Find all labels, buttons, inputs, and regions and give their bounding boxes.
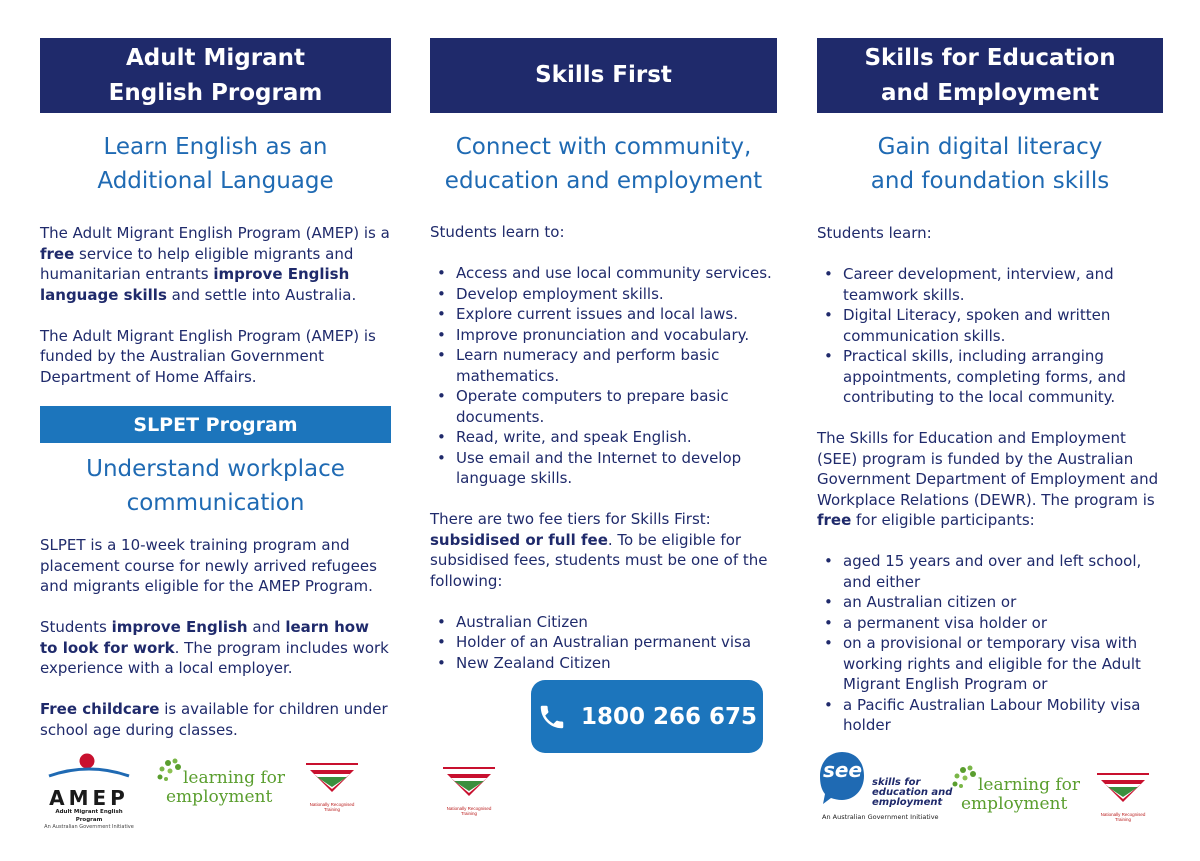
amep-subtitle: Learn English as an Additional Language bbox=[97, 134, 334, 194]
learning-for-employment-logo-left bbox=[156, 757, 286, 817]
text-run: for eligible participants: bbox=[851, 511, 1035, 529]
list-item: • a permanent visa holder or bbox=[843, 613, 1163, 634]
emphasis-text: free bbox=[40, 244, 75, 263]
skills-first-subtitle: Connect with community, education and employment bbox=[444, 134, 763, 194]
lfe-line2: employment bbox=[166, 787, 273, 807]
skills-first-eligibility-list bbox=[430, 612, 777, 674]
phone-number-button[interactable] bbox=[531, 680, 763, 753]
phone-number: 1800 266 675 bbox=[580, 703, 758, 730]
see-subtitle: Gain digital literacy and foundation skills bbox=[870, 134, 1110, 194]
list-item: • Australian Citizen bbox=[456, 612, 777, 633]
emphasis-text: Free childcare bbox=[40, 700, 160, 718]
see-line3: employment bbox=[872, 797, 943, 808]
nrt-caption-line1: Nationally Recognised bbox=[309, 802, 355, 807]
see-header: Skills for Education and Employment bbox=[817, 38, 1163, 113]
list-item: • Improve pronunciation and vocabulary. bbox=[456, 325, 777, 346]
amep-logo bbox=[44, 752, 134, 830]
emphasis-text: learn how to look for work bbox=[40, 618, 369, 657]
list-item: • New Zealand Citizen bbox=[456, 653, 777, 674]
slpet-header: SLPET Program bbox=[40, 406, 391, 443]
list-item: • Develop employment skills. bbox=[456, 284, 777, 305]
list-item: • an Australian citizen or bbox=[843, 592, 1163, 613]
list-item: • aged 15 years and over and left school, and either bbox=[843, 551, 1163, 592]
skills-first-fees-paragraph bbox=[430, 509, 777, 591]
list-item: • Career development, interview, and teamwork skills. bbox=[843, 264, 1163, 305]
text-run: . To be eligible for subsidised fees, students must be one of the following: bbox=[430, 530, 768, 590]
list-item: • Practical skills, including arranging appointments, completing forms, and contributing to the local community. bbox=[843, 346, 1163, 408]
see-column bbox=[817, 38, 1163, 736]
nrt-logo-right bbox=[1095, 768, 1151, 828]
nrt-caption-line2: Training bbox=[1114, 817, 1132, 822]
see-logo bbox=[820, 750, 953, 825]
see-line1: skills for bbox=[872, 777, 921, 788]
leaf-icon bbox=[156, 757, 186, 789]
lfe-line2: employment bbox=[961, 794, 1068, 814]
amep-funding-paragraph: The Adult Migrant English Program (AMEP) is funded by the Australian Government Department of Home Affairs. bbox=[40, 326, 376, 386]
amep-government-line: An Australian Government Initiative bbox=[44, 824, 134, 830]
text-run: . The program includes work experience with a local employer. bbox=[40, 638, 389, 677]
skills-first-intro: Students learn to: bbox=[430, 223, 565, 241]
see-intro: Students learn: bbox=[817, 224, 932, 242]
nrt-caption-line2: Training bbox=[323, 807, 341, 812]
list-item: • Holder of an Australian permanent visa bbox=[456, 632, 777, 653]
list-item: • Read, write, and speak English. bbox=[456, 427, 777, 448]
text-run: and settle into Australia. bbox=[166, 285, 357, 304]
slpet-description: SLPET is a 10-week training program and placement course for newly arrived refugees and migrants eligible for the AMEP Program. bbox=[40, 536, 377, 595]
list-item: • Access and use local community services. bbox=[456, 263, 777, 284]
emphasis-text: improve English bbox=[111, 618, 248, 636]
nrt-caption-line1: Nationally Recognised bbox=[446, 806, 492, 811]
slpet-subtitle: Understand workplace communication bbox=[86, 456, 345, 516]
text-run: and bbox=[247, 618, 286, 636]
lfe-line1: learning for bbox=[978, 775, 1081, 795]
text-run: is available for children under school age during classes. bbox=[40, 700, 388, 739]
text-run: Students bbox=[40, 618, 112, 636]
amep-wordmark: AMEP bbox=[49, 786, 129, 810]
list-item: • Learn numeracy and perform basic mathematics. bbox=[456, 345, 777, 386]
slpet-students-paragraph bbox=[40, 617, 391, 679]
see-wordmark: see bbox=[823, 758, 863, 782]
nrt-caption-line2: Training bbox=[460, 811, 478, 816]
learning-for-employment-logo-right bbox=[951, 764, 1081, 824]
see-line2: education and bbox=[872, 787, 953, 798]
amep-column bbox=[40, 38, 391, 740]
skills-first-column bbox=[430, 38, 777, 673]
list-item: • on a provisional or temporary visa with working rights and eligible for the Adult Migrant English Program or bbox=[843, 633, 1163, 695]
skills-first-header: Skills First bbox=[430, 38, 777, 113]
text-run: The Adult Migrant English Program (AMEP) is a bbox=[40, 224, 390, 242]
phone-icon bbox=[537, 702, 567, 732]
nrt-caption-line1: Nationally Recognised bbox=[1100, 812, 1146, 817]
leaf-icon bbox=[951, 764, 981, 796]
amep-header: Adult Migrant English Program bbox=[40, 38, 391, 113]
text-run: The Skills for Education and Employment (SEE) program is funded by the Australian Government Department of Employment and Workplace Relations (DEWR). The program is bbox=[817, 429, 1159, 509]
text-run: There are two fee tiers for Skills First: bbox=[430, 510, 711, 528]
see-government-line: An Australian Government Initiative bbox=[822, 813, 939, 821]
see-learn-list bbox=[817, 264, 1163, 408]
nrt-logo-left bbox=[304, 758, 360, 818]
text-run: service to help eligible migrants and humanitarian entrants bbox=[40, 244, 354, 283]
lfe-line1: learning for bbox=[183, 768, 286, 788]
see-eligibility-list bbox=[817, 551, 1163, 736]
amep-intro-paragraph bbox=[40, 223, 391, 305]
slpet-childcare-paragraph bbox=[40, 699, 391, 740]
list-item: • a Pacific Australian Labour Mobility visa holder bbox=[843, 695, 1163, 736]
emphasis-text: improve English language skills bbox=[40, 265, 350, 304]
list-item: • Digital Literacy, spoken and written communication skills. bbox=[843, 305, 1163, 346]
nrt-logo-middle bbox=[437, 762, 501, 822]
list-item: • Explore current issues and local laws. bbox=[456, 304, 777, 325]
emphasis-text: free bbox=[817, 511, 852, 529]
skills-first-learn-list bbox=[430, 263, 777, 489]
list-item: • Operate computers to prepare basic documents. bbox=[456, 386, 777, 427]
amep-tagline: Adult Migrant English Program bbox=[55, 809, 123, 823]
emphasis-text: subsidised or full fee bbox=[430, 530, 608, 549]
list-item: • Use email and the Internet to develop language skills. bbox=[456, 448, 777, 489]
see-funding-paragraph bbox=[817, 428, 1163, 531]
